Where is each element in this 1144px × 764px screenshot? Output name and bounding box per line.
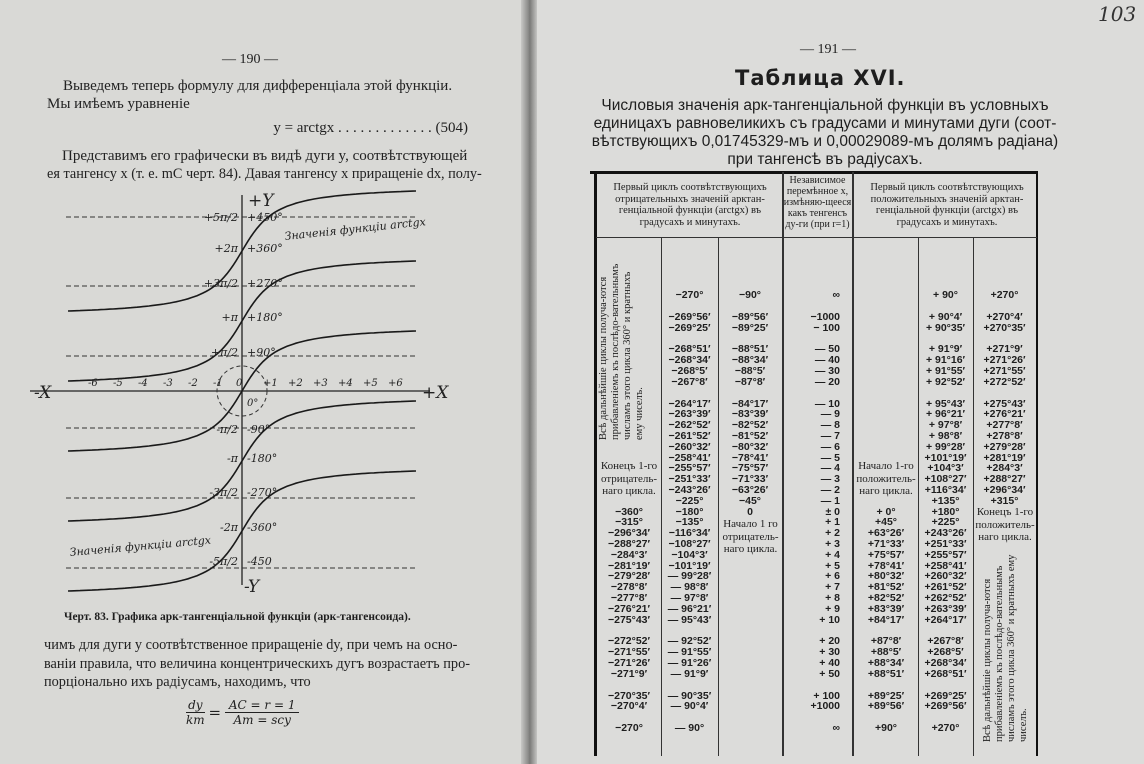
pos-cycle-col3: +270°4′ [986, 310, 1023, 323]
neg-cycle-col3: −89°56′ [731, 310, 769, 323]
pos-cycle-col2: +135° [931, 494, 960, 507]
neg-cycle-col3: −80°32′ [731, 440, 769, 453]
x-tick-label: +2 [288, 378, 303, 389]
tangent-value: + 20 [819, 635, 840, 648]
x-plus-label: +X [422, 383, 449, 403]
pos-cycle-col2: +104°3′ [927, 462, 964, 475]
paragraph-line: порціонально ихъ радіусамъ, находимъ, что [44, 674, 311, 690]
pi-multiple-label: +3π/2 [203, 277, 238, 290]
pos-cycle-col1: +75°57′ [867, 548, 905, 561]
neg-cycle-col2: — 92°52′ [667, 635, 712, 648]
pos-cycle-col1: +83°39′ [867, 602, 905, 615]
neg-cycle-col3: −88°34′ [731, 354, 769, 367]
neg-cycle-col2: — 91°26′ [667, 657, 712, 669]
tangent-value: — 1 [820, 494, 840, 507]
pos-cycle-col3: +281°19′ [983, 451, 1026, 464]
neg-cycle-col2: −261°52′ [668, 430, 711, 442]
pos-cycle-col3: +271°26′ [983, 354, 1026, 367]
tangent-value: — 3 [820, 473, 840, 486]
paragraph-line: Представимъ его графически въ видѣ дуги y, соотвѣтствующей [62, 148, 468, 164]
pos-cycle-col1: +90° [874, 722, 897, 735]
neg-cycle-col2: −268°5′ [671, 365, 708, 377]
neg-cycle-col1: −271°26′ [607, 657, 651, 669]
neg-cycle-col3: −75°57′ [731, 462, 769, 475]
pos-cycle-col3: +276°21′ [983, 408, 1026, 421]
pos-cycle-col3: +288°27′ [983, 473, 1026, 486]
pos-cycle-col2: +263°39′ [924, 602, 967, 615]
pos-cycle-col2: + 90°4′ [928, 310, 963, 323]
pos-cycle-col2: + 91°9′ [928, 343, 963, 356]
tangent-value: + 10 [819, 613, 840, 626]
note-start-first-negative-cycle: Начало 1 го отрицатель-наго цикла. [722, 518, 779, 555]
neg-cycle-col2: −269°25′ [668, 321, 711, 334]
pos-cycle-col2: +251°33′ [924, 538, 967, 550]
neg-cycle-col1: −288°27′ [607, 538, 651, 550]
tangent-value: + 50 [819, 667, 840, 680]
tangent-value: + 9 [825, 602, 840, 615]
tangent-value: + 5 [825, 559, 840, 572]
pos-cycle-col2: +101°19′ [924, 451, 967, 464]
pos-cycle-col2: + 97°8′ [928, 419, 963, 432]
pos-cycle-col3: +277°8′ [986, 419, 1023, 432]
neg-cycle-col3: −45° [738, 494, 761, 507]
pos-cycle-col2: +269°25′ [924, 689, 967, 702]
pos-cycle-col3: +270° [990, 289, 1019, 301]
tangent-value: — 2 [820, 484, 840, 496]
subtitle-line: единицахъ равновеликихъ съ градусами и минутами дуги (соот- [593, 115, 1057, 132]
pi-multiple-label: -π [227, 452, 238, 465]
neg-cycle-col1: −284°3′ [610, 548, 648, 561]
pos-cycle-col3: +315° [990, 494, 1019, 507]
equation-504: y = arctgx . . . . . . . . . . . . . (504) [273, 120, 468, 136]
pos-cycle-col1: +80°32′ [867, 570, 905, 583]
pos-cycle-col1: +81°52′ [867, 581, 905, 594]
tangent-value: ∞ [832, 289, 840, 301]
pi-multiple-label: -3π/2 [209, 486, 238, 499]
page-number-right: — 191 — [800, 42, 856, 57]
pos-cycle-col2: + 98°8′ [928, 430, 963, 442]
pos-cycle-col2: +268°5′ [927, 646, 964, 659]
degree-label: -450 [247, 555, 272, 568]
pi-multiple-label: +2π [214, 242, 238, 255]
degree-label: +90° [247, 346, 276, 359]
pos-cycle-col2: +180° [931, 505, 960, 518]
neg-cycle-col2: — 98°8′ [670, 581, 709, 594]
neg-cycle-col2: — 90°4′ [670, 700, 709, 713]
x-tick-label: -6 [88, 378, 98, 389]
x-tick-label: +1 [263, 378, 278, 389]
tangent-value: — 8 [820, 419, 840, 432]
neg-cycle-col1: −279°28′ [607, 570, 651, 583]
neg-cycle-col2: — 91°55′ [667, 646, 712, 659]
paragraph-line: Выведемъ теперь формулу для дифференціала этой функціи. [63, 78, 453, 94]
neg-cycle-col3: 0 [747, 505, 753, 518]
tangent-value: + 2 [825, 527, 840, 540]
pos-cycle-col1: +88°34′ [867, 657, 905, 669]
y-plus-label: +Y [248, 191, 274, 211]
pos-cycle-col1: +89°25′ [867, 689, 905, 702]
pos-cycle-col2: +260°32′ [924, 570, 967, 583]
neg-cycle-col1: −270°35′ [607, 689, 651, 702]
x-tick-label: +6 [388, 378, 403, 389]
pos-cycle-col3: +296°34′ [983, 484, 1026, 496]
tangent-value: — 6 [820, 440, 840, 453]
neg-cycle-col2: −262°52′ [668, 419, 711, 432]
pos-cycle-col3: +275°43′ [983, 397, 1026, 410]
tangent-value: ± 0 [825, 505, 840, 518]
x-tick-label: 0 [236, 378, 243, 389]
tangent-value: + 6 [825, 570, 840, 583]
neg-cycle-col2: — 91°9′ [670, 667, 709, 680]
pi-multiple-label: +π/2 [210, 346, 238, 359]
pos-cycle-col2: +262°52′ [924, 592, 967, 604]
pos-cycle-col1: +87°8′ [870, 635, 902, 648]
neg-cycle-col3: −82°52′ [731, 419, 769, 432]
tangent-value: −1000 [810, 310, 840, 323]
neg-cycle-col1: −275°43′ [607, 613, 651, 626]
neg-cycle-col2: −104°3′ [671, 548, 708, 561]
pos-cycle-col2: +268°34′ [924, 657, 967, 669]
degree-label: -360° [247, 521, 278, 534]
formula-equals: = [208, 703, 222, 722]
neg-cycle-col3: −89°25′ [731, 321, 769, 334]
degree-label: +180° [247, 311, 283, 324]
tangent-value: + 8 [825, 592, 840, 604]
degree-label: +360° [247, 242, 283, 255]
degree-label: +270° [247, 277, 283, 290]
page-number-left: — 190 — [222, 52, 278, 67]
x-tick-label: +5 [363, 378, 378, 389]
neg-cycle-col3: −90° [738, 289, 761, 301]
tangent-value: — 20 [814, 375, 840, 388]
neg-cycle-col1: −277°8′ [610, 592, 648, 604]
neg-cycle-col2: −108°27′ [668, 538, 711, 550]
neg-cycle-col2: −268°51′ [668, 343, 711, 356]
subtitle-line: вѣтствующихъ 0,01745329-мъ и 0,00029089-мъ долямъ радіана) [591, 133, 1059, 150]
pos-cycle-col1: +84°17′ [867, 613, 905, 626]
note-further-cycles-negative: Всѣ дальнѣйшіе циклы получа-ются прибавленіемъ къ послѣдо-вательнымъ числамъ этого цикла 360° и кратныхъ ему чиселъ. [598, 263, 645, 440]
handwritten-page-number: 103 [1098, 2, 1137, 26]
pos-cycle-col2: +270° [931, 722, 960, 735]
tangent-value: — 5 [820, 451, 840, 464]
pos-cycle-col2: +258°41′ [924, 559, 967, 572]
tangent-value: — 9 [820, 408, 840, 421]
pos-cycle-col3: +272°52′ [983, 375, 1026, 388]
pos-cycle-col2: + 91°55′ [925, 365, 966, 377]
neg-cycle-col2: −264°17′ [668, 397, 711, 410]
pos-cycle-col2: + 90°35′ [925, 321, 966, 334]
tangent-value: + 4 [825, 548, 840, 561]
neg-cycle-col3: −84°17′ [731, 397, 769, 410]
pos-cycle-col3: +271°55′ [983, 365, 1026, 377]
pos-cycle-col1: +88°51′ [867, 667, 905, 680]
note-end-first-negative-cycle: Конецъ 1-го отрицатель-наго цикла. [600, 460, 658, 497]
neg-cycle-col1: −276°21′ [607, 602, 651, 615]
neg-cycle-col2: −260°32′ [668, 440, 711, 453]
neg-cycle-col1: −360° [615, 505, 643, 518]
neg-cycle-col2: — 90° [674, 722, 705, 735]
pos-cycle-col1: +88°5′ [870, 646, 902, 659]
paragraph-line: ея тангенсу x (т. е. mC черт. 84). Давая тангенсу x приращеніе dx, полу- [47, 166, 482, 182]
tangent-value: — 40 [814, 354, 840, 367]
pos-cycle-col1: +89°56′ [867, 700, 905, 713]
pos-cycle-col3: +278°8′ [986, 430, 1023, 442]
tangent-value: — 10 [814, 397, 840, 410]
neg-cycle-col2: — 90°35′ [667, 689, 712, 702]
pos-cycle-col2: +269°56′ [924, 700, 967, 713]
degree-label: +450° [247, 211, 283, 224]
x-tick-label: -2 [188, 378, 198, 389]
x-tick-label: -1 [213, 378, 223, 389]
tangent-value: +1000 [810, 700, 840, 713]
pos-cycle-col2: + 96°21′ [925, 408, 966, 421]
tangent-value: — 50 [814, 343, 840, 356]
origin-angle-label: 0° [247, 398, 259, 409]
pos-cycle-col2: + 91°16′ [925, 354, 966, 367]
neg-cycle-col1: −270° [615, 722, 643, 735]
figure-caption: Черт. 83. Графика арк-тангенціальной функціи (арк-тангенсоида). [64, 611, 411, 623]
neg-cycle-col3: −87°8′ [734, 375, 766, 388]
paragraph-line: ваніи правила, что величина концентрическихъ дугъ возрастаетъ про- [44, 656, 470, 672]
x-tick-label: -5 [113, 378, 123, 389]
neg-cycle-col3: −63°26′ [731, 484, 769, 496]
x-tick-label: -4 [138, 378, 148, 389]
note-further-cycles-positive: Всѣ дальнѣйшіе циклы получа-ются прибавленіемъ къ послѣдо-вательнымъ числамъ этого цикла 360° и кратныхъ ему чиселъ. [982, 554, 1029, 742]
pi-multiple-label: -π/2 [216, 423, 238, 436]
neg-cycle-col3: −81°52′ [731, 430, 769, 442]
neg-cycle-col1: −272°52′ [607, 635, 651, 648]
note-end-first-positive-cycle: Конецъ 1-го положитель-наго цикла. [975, 506, 1035, 543]
pos-cycle-col2: +116°34′ [924, 484, 967, 496]
x-minus-label: -X [34, 383, 52, 403]
tangent-value: ∞ [832, 722, 840, 735]
neg-cycle-col2: −263°39′ [668, 408, 711, 421]
pos-cycle-col1: +63°26′ [867, 527, 905, 540]
pos-cycle-col3: +279°28′ [983, 440, 1026, 453]
tangent-value: + 1 [825, 516, 840, 529]
tangent-value: + 7 [825, 581, 840, 594]
neg-cycle-col1: −278°8′ [610, 581, 648, 594]
formula-lhs-numerator: dy [186, 698, 205, 713]
pos-cycle-col2: + 95°43′ [925, 397, 966, 410]
neg-cycle-col2: −267°8′ [671, 375, 708, 388]
subtitle-line: при тангенсѣ въ радіусахъ. [727, 151, 923, 168]
header-tangent: Независимое перемѣнное x, измѣняю-щееся какъ тенгенсъ ду-ги (при r=1) [783, 175, 852, 230]
neg-cycle-col1: −271°55′ [607, 646, 651, 659]
pos-cycle-col2: +261°52′ [924, 581, 967, 594]
pi-multiple-label: +π [221, 311, 238, 324]
pos-cycle-col1: +78°41′ [867, 559, 905, 572]
tangent-value: + 40 [819, 657, 840, 669]
tangent-value: — 7 [820, 430, 840, 442]
x-tick-label: +4 [338, 378, 353, 389]
pos-cycle-col2: +243°26′ [924, 527, 967, 540]
neg-cycle-col2: −135° [675, 516, 704, 529]
differential-formula [186, 698, 299, 727]
neg-cycle-col2: −255°57′ [668, 462, 711, 475]
neg-cycle-col3: −88°51′ [731, 343, 769, 356]
formula-lhs-denominator: km [186, 713, 205, 727]
neg-cycle-col2: −101°19′ [668, 559, 711, 572]
tangent-value: + 100 [813, 689, 840, 702]
pos-cycle-col3: +271°9′ [986, 343, 1023, 356]
neg-cycle-col2: — 96°21′ [667, 602, 712, 615]
pos-cycle-col2: +268°51′ [924, 667, 967, 680]
tangent-value: + 30 [819, 646, 840, 659]
neg-cycle-col2: — 95°43′ [667, 613, 712, 626]
tangent-value: — 4 [820, 462, 840, 475]
header-negative-cycle: Первый циклъ соотвѣтствующихъ отрицательныхъ значеній арктан-генціальной функціи (arctgx) въ градусахъ и минутахъ. [613, 182, 767, 228]
degree-label: -270° [247, 486, 278, 499]
pos-cycle-col2: +267°8′ [927, 635, 964, 648]
pos-cycle-col2: +225° [931, 516, 960, 529]
pos-cycle-col1: +71°33′ [867, 538, 905, 550]
pos-cycle-col1: +82°52′ [867, 592, 905, 604]
neg-cycle-col3: −78°41′ [731, 451, 769, 464]
neg-cycle-col1: −315° [615, 516, 643, 529]
pi-multiple-label: +5π/2 [203, 211, 238, 224]
formula-rhs-numerator: AC = r = 1 [225, 698, 300, 713]
neg-cycle-col2: −269°56′ [668, 310, 711, 323]
pos-cycle-col2: +255°57′ [924, 548, 967, 561]
formula-rhs-denominator: Am = scy [233, 713, 291, 727]
tangent-value: — 30 [814, 365, 840, 377]
x-tick-label: +3 [313, 378, 328, 389]
neg-cycle-col2: −268°34′ [668, 354, 711, 367]
neg-cycle-col1: −270°4′ [610, 700, 648, 713]
neg-cycle-col2: −225° [675, 494, 704, 507]
neg-cycle-col2: −243°26′ [668, 484, 711, 496]
neg-cycle-col2: −116°34′ [668, 527, 711, 540]
table-subtitle [565, 97, 1085, 169]
paragraph-line: Мы имѣемъ уравненіе [47, 96, 190, 112]
arctangent-figure [0, 190, 525, 600]
degree-label: -180° [247, 452, 278, 465]
curve-label-top: Значенія функціи arctgx [283, 215, 427, 243]
neg-cycle-col3: −88°5′ [734, 365, 766, 377]
curve-label-bottom: Значенія функціи arctgx [69, 533, 212, 559]
neg-cycle-col2: — 99°28′ [667, 570, 712, 583]
pos-cycle-col3: +284°3′ [986, 462, 1023, 475]
tangent-value: + 3 [825, 538, 840, 550]
pos-cycle-col2: + 99°28′ [925, 440, 966, 453]
paragraph-line: чимъ для дуги y соотвѣтственное приращеніе dy, при чемъ на осно- [44, 637, 458, 653]
table-title: Таблица XVI. [735, 66, 906, 90]
neg-cycle-col2: −270° [675, 289, 704, 301]
note-start-first-positive-cycle: Начало 1-го положитель-наго цикла. [856, 460, 916, 497]
degree-label: -90° [247, 423, 271, 436]
neg-cycle-col2: −258°41′ [668, 451, 711, 464]
neg-cycle-col1: −296°34′ [607, 527, 651, 540]
pi-multiple-label: -5π/2 [209, 555, 238, 568]
pos-cycle-col1: +45° [874, 516, 897, 529]
neg-cycle-col1: −271°9′ [610, 667, 648, 680]
x-tick-label: -3 [163, 378, 173, 389]
pos-cycle-col2: +264°17′ [924, 613, 967, 626]
y-minus-label: -Y [244, 577, 260, 597]
neg-cycle-col1: −281°19′ [607, 559, 651, 572]
neg-cycle-col2: — 97°8′ [670, 592, 709, 604]
neg-cycle-col2: −251°33′ [668, 473, 711, 486]
pos-cycle-col3: +270°35′ [983, 321, 1026, 334]
pos-cycle-col2: + 90° [933, 289, 958, 301]
pos-cycle-col2: + 92°52′ [925, 375, 966, 388]
pos-cycle-col2: +108°27′ [924, 473, 967, 486]
pi-multiple-label: -2π [220, 521, 238, 534]
neg-cycle-col3: −71°33′ [731, 473, 769, 486]
header-positive-cycle: Первый циклъ соотвѣтствующихъ положительныхъ значеній арктан-генціальной функціи (arctgx) въ градусахъ и минутахъ. [870, 182, 1024, 228]
neg-cycle-col3: −83°39′ [731, 408, 769, 421]
neg-cycle-col2: −180° [675, 505, 704, 518]
subtitle-line: Числовыя значенія арк-тангенціальной функціи въ условныхъ [601, 97, 1049, 114]
tangent-value: − 100 [813, 321, 840, 334]
pos-cycle-col1: + 0° [876, 505, 896, 518]
